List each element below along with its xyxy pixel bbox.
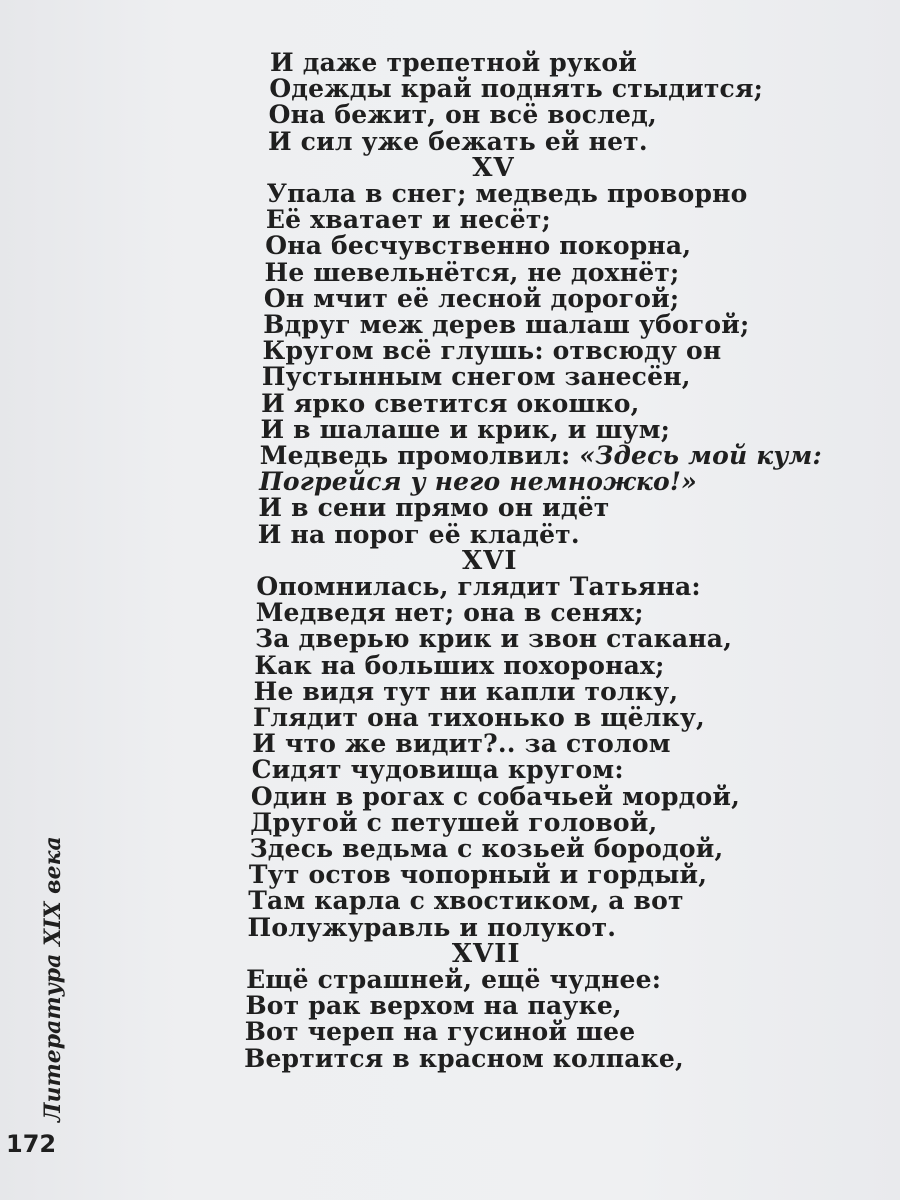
verse-line-text: Кругом всё глушь: отвсюду он xyxy=(262,336,722,366)
verse-line-text: Одежды край поднять стыдится; xyxy=(269,74,764,104)
verse-line xyxy=(244,1044,684,1074)
verse-line-text: Опомнилась, глядит Татьяна: xyxy=(256,572,701,601)
stanza-heading: XVII xyxy=(451,938,521,969)
verse-line-quote: Погрейся у него немножко!» xyxy=(259,467,697,497)
verse-line-text: И ярко светится окошко, xyxy=(261,388,640,418)
verse-line-text: Медведя нет; она в сенях; xyxy=(255,598,644,628)
verse-line-text: Её хватает и несёт; xyxy=(265,205,551,235)
verse-line-text: Как на больших похоронах; xyxy=(254,650,665,680)
verse-line-text: И что же видит?.. за столом xyxy=(252,729,671,759)
verse-line-text: Она бесчувственно покорна, xyxy=(265,231,692,261)
verse-line-text: Ещё страшней, ещё чуднее: xyxy=(246,965,662,994)
verse-line-text: И сил уже бежать ей нет. xyxy=(267,126,648,156)
verse-line-text: Глядит она тихонько в щёлку, xyxy=(252,703,705,732)
verse-line-text: Вертится в красном колпаке, xyxy=(244,1043,684,1073)
verse-line-text: Полужуравль и полукот. xyxy=(247,912,617,942)
verse-line-text: Вот череп на гусиной шее xyxy=(244,1017,636,1047)
verse-line-text: И на порог её кладёт. xyxy=(257,519,580,549)
verse-line xyxy=(248,913,617,943)
verse-line-text: За дверью крик и звон стакана, xyxy=(255,624,733,654)
verse-line-text: Здесь ведьма с козьей бородой, xyxy=(249,834,724,863)
verse-line-text: Тут остов чопорный и гордый, xyxy=(248,860,708,890)
verse-line-text: Сидят чудовища кругом: xyxy=(251,755,624,785)
running-title: Литература XIX века xyxy=(40,836,66,1122)
verse-line-text: И в сени прямо он идёт xyxy=(258,493,610,523)
verse-line-text: И в шалаше и крик, и шум; xyxy=(260,414,671,444)
page-number: 172 xyxy=(6,1130,57,1158)
verse-line-text: Пустынным снегом занесён, xyxy=(261,362,691,392)
verse-line-text: Там карла с хвостиком, а вот xyxy=(248,886,684,916)
verse-line-text: Упала в снег; медведь проворно xyxy=(266,179,748,208)
verse-line-text: Вдруг меж дерев шалаш убогой; xyxy=(263,310,750,339)
verse-line-text: Не шевельнётся, не дохнёт; xyxy=(264,257,680,287)
verse-line-text: Она бежит, он всё вослед, xyxy=(268,100,657,130)
verse-line-text: Он мчит её лесной дорогой; xyxy=(263,283,680,313)
verse-line-text: Не видя тут ни капли толку, xyxy=(253,676,679,706)
verse-line-text: Вот рак верхом на пауке, xyxy=(245,991,622,1021)
verse-line-text: Один в рогах с собачьей мордой, xyxy=(250,781,741,811)
verse-line-text: И даже трепетной рукой xyxy=(270,48,637,77)
verse-line-text: Другой с петушей головой, xyxy=(250,807,658,837)
verse-line-text: Медведь промолвил: xyxy=(259,441,580,470)
stanza-heading: XV xyxy=(472,152,515,183)
verse-line-quote: «Здесь мой кум: xyxy=(579,441,822,470)
verse-line xyxy=(258,520,580,550)
verse-line xyxy=(268,127,648,157)
stanza-heading: XVI xyxy=(462,545,518,576)
